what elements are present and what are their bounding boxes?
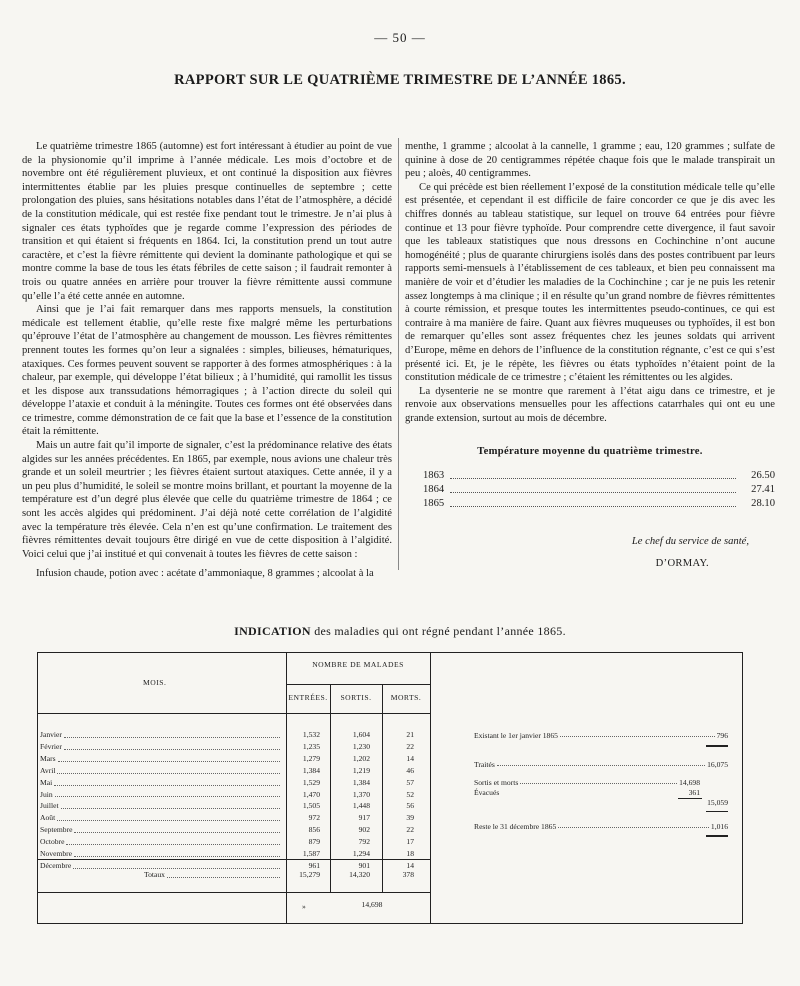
- table-title-bold: INDICATION: [234, 624, 311, 638]
- col-header-mois: MOIS.: [143, 678, 167, 687]
- summary-value: 16,075: [707, 760, 728, 769]
- temperature-value: 28.10: [751, 498, 775, 510]
- entrees-column: [290, 729, 320, 872]
- table-row: [40, 765, 282, 777]
- table-row: [40, 836, 282, 848]
- bottom-total: 14,698: [361, 900, 383, 909]
- table-cell: 1,294: [352, 849, 370, 859]
- signature-role: Le chef du service de santé,: [631, 536, 749, 548]
- temperature-year: 1863: [423, 470, 445, 482]
- table-row: [40, 777, 282, 789]
- month-name: Décembre: [40, 860, 72, 870]
- table-cell: 1,384: [302, 765, 320, 775]
- table-row: [40, 848, 282, 860]
- table-row: [40, 753, 282, 765]
- table-cell: 18: [406, 849, 414, 859]
- summary-rule: [706, 835, 728, 837]
- temperature-title: Température moyenne du quatrième trimestre.: [477, 446, 703, 458]
- temperature-value: 26.50: [751, 470, 775, 482]
- month-list: [40, 729, 282, 872]
- summary-value: 796: [716, 731, 728, 740]
- total-entrees: 15,279: [299, 870, 320, 879]
- summary-reste: [474, 822, 728, 831]
- month-name: Février: [40, 741, 62, 751]
- table-row: [40, 729, 282, 741]
- table-cell: 1,219: [352, 765, 370, 775]
- table-cell: 1,470: [302, 789, 320, 799]
- morts-column: [392, 729, 414, 872]
- table-cell: 1,529: [302, 777, 320, 787]
- month-name: Avril: [40, 765, 56, 775]
- table-cell: 52: [406, 789, 414, 799]
- table-row: [40, 789, 282, 801]
- table-divider: [286, 684, 430, 685]
- summary-value: 1,016: [710, 822, 728, 831]
- left-column: [22, 140, 392, 581]
- right-column: [405, 140, 775, 570]
- month-name: Juillet: [40, 801, 59, 811]
- table-cell: 1,587: [302, 849, 320, 859]
- month-name: Juin: [40, 789, 53, 799]
- col-header-group: NOMBRE DE MALADES: [312, 660, 404, 669]
- table-cell: 39: [406, 813, 414, 823]
- summary-label: Reste le 31 décembre 1865: [474, 822, 557, 831]
- bottom-mark: »: [302, 902, 306, 911]
- table-cell: 1,202: [352, 753, 370, 763]
- page-number: — 50 —: [374, 30, 426, 45]
- summary-rule: [706, 811, 728, 812]
- column-divider: [398, 138, 399, 570]
- table-cell: 22: [406, 741, 414, 751]
- summary-sortis: [474, 778, 700, 787]
- table-divider: [330, 684, 331, 892]
- temperature-row: [405, 469, 775, 483]
- sorties-column: [336, 729, 370, 872]
- paragraph: La dysenterie ne se montre que rarement à l’état aigu dans ce trimestre, et je renvoie aux observations mensuelles pour les affections catarrhales qui ont eu une grande extension, surtout au mois de décembre.: [405, 385, 775, 424]
- table-title: [0, 624, 800, 639]
- summary-value: 361: [688, 788, 700, 797]
- totals-label: Totaux: [144, 870, 165, 879]
- table-divider: [430, 652, 431, 924]
- month-name: Janvier: [40, 730, 62, 739]
- temperature-year: 1865: [423, 498, 445, 510]
- leader-dots: [450, 469, 736, 479]
- table-cell: 1,448: [352, 801, 370, 811]
- table-cell: 1,604: [352, 730, 370, 739]
- table-cell: 1,279: [302, 753, 320, 763]
- table-cell: 961: [308, 860, 320, 870]
- month-name: Août: [40, 813, 56, 823]
- table-cell: 972: [308, 813, 320, 823]
- temperature-year: 1864: [423, 484, 445, 496]
- summary-label: Évacués: [474, 788, 500, 797]
- table-row: [40, 800, 282, 812]
- summary-label: Sortis et morts: [474, 778, 519, 787]
- table-cell: 1,370: [352, 789, 370, 799]
- col-header-sorties: SORTIS.: [340, 693, 372, 702]
- table-cell: 902: [358, 825, 370, 835]
- table-cell: 917: [358, 813, 370, 823]
- paragraph: Mais un autre fait qu’il importe de signaler, c’est la prédominance relative des états algides sur les années précédentes. En 1865, par exemple, nous avions une chaleur très grande et un soleil meurtrier ; les fièvres étaient surtout ataxiques. Cette année, il y a un peu plus d’humidité, le soleil se montre moins brillant, et pourtant la moyenne de la température est d’un degré plus élevée que celle du quatrième trimestre de 1864 ; ce sont les accès algides qui prédominent. J’ai déjà noté cette corrélation de l’algidité avec la température très élevée. Cela n’en est qu’une confirmation. Le traitement des fièvres rémittentes devait toujours être dirigé en vue de cette disposition à l’algidité. Voici celui que j’ai institué et qui convenait à toutes les fièvres de cette saison :: [22, 440, 392, 560]
- month-name: Octobre: [40, 837, 65, 847]
- table-divider: [37, 713, 430, 714]
- table-cell: 1,230: [352, 741, 370, 751]
- summary-evacues: [474, 788, 700, 797]
- paragraph: Le quatrième trimestre 1865 (automne) est fort intéressant à étudier au point de vue de la physionomie qu’il imprime à l’année médicale. Les mois d’octobre et de novembre ont été régulièrement pluvieux, et ont continué la disposition aux fièvres intermittentes établie par les pluies presque continuelles de septembre ; cette prolongation des pluies, sans hésitations notables dans l’état de l’atmosphère, a décidé de la constitution médicale, qui est restée fixe pendant tout le trimestre. Je n’ai plus à signaler ces états typhoïdes que je regarde comme l’expression des périodes de transition et qui étaient si fréquents en 1864. Ici, la constitution prend un tout autre caractère, et c’est la fièvre rémittente qui devient la dominante pathologique et qui se montre comme la base de tous les états fébriles de cette saison ; il faudrait remonter à trois ou quatre années en arrière pour trouver la fièvre rémittente aussi commune qu’elle l’a été cette année en automne.: [22, 141, 392, 302]
- summary-value: 14,698: [679, 778, 700, 787]
- col-header-entrees: ENTRÉES.: [288, 693, 328, 702]
- table-cell: 1,532: [302, 730, 320, 739]
- month-name: Septembre: [40, 825, 73, 835]
- table-cell: 46: [406, 765, 414, 775]
- temperature-value: 27.41: [751, 484, 775, 496]
- table-cell: 57: [406, 777, 414, 787]
- table-divider: [382, 684, 383, 892]
- table-cell: 1,235: [302, 741, 320, 751]
- col-header-morts: MORTS.: [390, 693, 422, 702]
- signature-name: D’ORMAY.: [655, 557, 709, 569]
- temperature-row: [405, 497, 775, 511]
- total-morts: 378: [402, 870, 414, 879]
- table-cell: 856: [308, 825, 320, 835]
- summary-sum: 15,059: [707, 798, 728, 807]
- table-row: [40, 824, 282, 836]
- table-cell: 1,505: [302, 801, 320, 811]
- month-name: Mai: [40, 777, 53, 787]
- summary-label: Existant le 1er janvier 1865: [474, 731, 558, 740]
- summary-existant: [474, 731, 728, 740]
- table-cell: 879: [308, 837, 320, 847]
- totals-label-row: [144, 869, 282, 881]
- table-cell: 14: [406, 860, 414, 870]
- table-cell: 792: [358, 837, 370, 847]
- summary-rule: [706, 745, 728, 747]
- table-cell: 14: [406, 753, 414, 763]
- table-title-rest: des maladies qui ont régné pendant l’année 1865.: [310, 624, 566, 638]
- table-cell: 21: [406, 730, 414, 739]
- paragraph: Ce qui précède est bien réellement l’exposé de la constitution médicale telle qu’elle est présentée, et cependant il est difficile de faire concorder ce que je dis avec les chiffres donnés au tableau statistique, sur lequel on trouve 64 entrées pour fièvre continue et 13 pour fièvre typhoïde. Pour comprendre cette divergence, il faut savoir que les tableaux statistiques que nous dressons en Cochinchine n’ont aucune homogénéité ; plus de quarante chirurgiens isolés dans des postes contribuent par leurs rapports semi-mensuels à l’établissement de ces tableaux, et bien peu connaissent ma manière de voir et d’étudier les maladies de la Cochinchine ; car je ne puis les retenir assez longtemps à ma clinique ; il en résulte qu’un grand nombre de fièvres rémittentes à courte rémission, et presque toutes les intermittentes pseudo-continues, ce qui est contraire à ma manière de faire. Quant aux fièvres muqueuses ou typhoïdes, il est bon de remarquer qu’elles sont assez fréquentes chez les jeunes soldats qui arrivent d’Europe, même en dehors de l’influence de la constitution régnante, c’est ce qui s’est présenté ici. Et, je le répète, les fièvres ou états typhoïdes n’étaient point de la constitution médicale de ce trimestre ; c’étaient les rémittentes ou les algides.: [405, 181, 775, 384]
- paragraph: Ainsi que je l’ai fait remarquer dans mes rapports mensuels, la constitution médicale est tellement établie, qu’elle reste fixe malgré même les perturbations qu’éprouve l’état de l’atmosphère au changement de mousson. Les fièvres rémittentes prennent toutes les formes qu’on leur a signalées : simples, bilieuses, hématuriques, ataxiques. Ces formes peuvent souvent se rapporter à des formes atmosphériques : à la chaleur, par exemple, qui développe l’état bilieux ; à l’humidité, qui ramollit les tissus et les dispose aux transsudations hémorragiques ; à l’action directe du soleil qui développe l’ataxie et conduit à la méningite. Toutes ces formes ont été observées dans ce trimestre, comme démonstration de ce fait que la base et l’essence de la constitution était la rémittente.: [22, 304, 392, 438]
- table-cell: 1,384: [352, 777, 370, 787]
- table-row: [40, 812, 282, 824]
- month-name: Mars: [40, 753, 56, 763]
- table-cell: 901: [358, 860, 370, 870]
- table-cell: 17: [406, 837, 414, 847]
- table-cell: 22: [406, 825, 414, 835]
- paragraph: Infusion chaude, potion avec : acétate d’ammoniaque, 8 grammes ; alcoolat à la: [36, 568, 374, 580]
- total-sorties: 14,320: [349, 870, 370, 879]
- summary-traites: [474, 760, 728, 769]
- leader-dots: [450, 483, 736, 493]
- temperature-row: [405, 483, 775, 497]
- table-row: [40, 741, 282, 753]
- report-title: RAPPORT SUR LE QUATRIÈME TRIMESTRE DE L’ANNÉE 1865.: [174, 72, 626, 88]
- month-name: Novembre: [40, 849, 73, 859]
- paragraph: menthe, 1 gramme ; alcoolat à la cannelle, 1 gramme ; eau, 120 grammes ; sulfate de quinine à dose de 20 centigrammes répétée chaque fois que le malade transpirait un peu ; aloès, 40 centigrammes.: [405, 141, 775, 180]
- table-cell: 56: [406, 801, 414, 811]
- leader-dots: [450, 497, 736, 507]
- summary-label: Traités: [474, 760, 495, 769]
- table-divider: [37, 892, 430, 893]
